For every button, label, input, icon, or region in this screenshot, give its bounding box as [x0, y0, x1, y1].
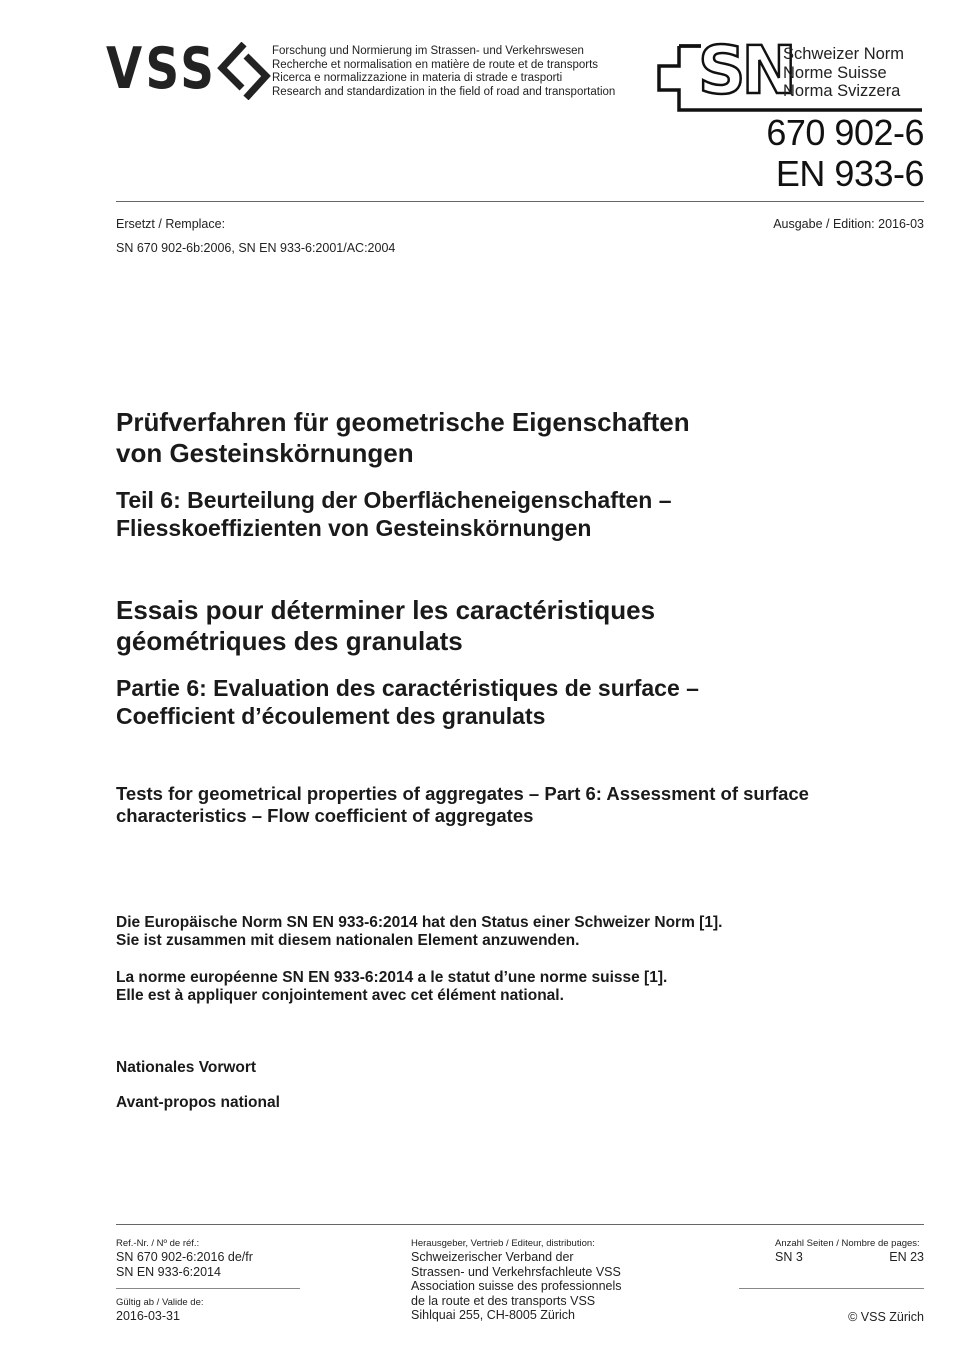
status-de-line: Die Europäische Norm SN EN 933-6:2014 hat den Status einer Schweizer Norm [1]. [116, 914, 723, 931]
footer-ref [116, 1238, 306, 1279]
replaces-label: Ersetzt / Remplace: [116, 217, 226, 231]
title-en-line: characteristics – Flow coefficient of aggregates [116, 805, 534, 826]
header-divider [116, 201, 924, 202]
tagline-en: Research and standardization in the field of road and transportation [272, 85, 616, 98]
status-de-line: Sie ist zusammen mit diesem nationalen Element anzuwenden. [116, 932, 580, 949]
pages-label: Anzahl Seiten / Nombre de pages: [775, 1238, 920, 1249]
valid-value: 2016-03-31 [116, 1309, 180, 1323]
tagline-it: Ricerca e normalizzazione in materia di strade e trasporti [272, 72, 563, 84]
footer-divider [116, 1224, 924, 1225]
footer-pages [775, 1238, 924, 1265]
standard-number-sn: 670 902-6 [766, 112, 924, 153]
pages-en: EN 23 [889, 1250, 924, 1264]
title-fr-part-line: Partie 6: Evaluation des caractéristiques de surface – [116, 675, 699, 701]
title-fr-main-line: Essais pour déterminer les caractéristiques [116, 595, 656, 625]
sn-name-de: Schweizer Norm [783, 45, 905, 63]
vss-chevron-icon [212, 42, 272, 100]
copyright: © VSS Zürich [848, 1310, 924, 1324]
title-fr-part-line: Coefficient d’écoulement des granulats [116, 703, 546, 729]
publisher-line: Association suisse des professionnels [411, 1279, 622, 1293]
status-de [116, 914, 936, 950]
publisher-line: Sihlquai 255, CH-8005 Zürich [411, 1308, 575, 1322]
pages-sn: SN 3 [775, 1250, 803, 1264]
sn-logo-letters [698, 32, 793, 109]
sn-name-it: Norma Svizzera [783, 82, 901, 100]
foreword-fr: Avant-propos national [116, 1094, 280, 1111]
tagline-fr: Recherche et normalisation en matière de route et de transports [272, 58, 599, 71]
title-fr-main [116, 595, 916, 657]
vss-logo [106, 36, 266, 102]
footer-publisher [411, 1238, 711, 1323]
title-de-part-line: Teil 6: Beurteilung der Oberflächeneigenschaften – [116, 487, 672, 513]
sn-names [783, 45, 933, 101]
foreword-de: Nationales Vorwort [116, 1059, 257, 1076]
standard-number-en: EN 933-6 [775, 153, 924, 194]
footer-valid [116, 1297, 306, 1324]
sn-name-fr: Norme Suisse [783, 63, 887, 82]
ref-value: SN 670 902-6:2016 de/fr [116, 1250, 253, 1264]
title-de-part [116, 486, 916, 542]
tagline-de: Forschung und Normierung im Strassen- und Verkehrswesen [272, 45, 584, 57]
title-en [116, 783, 936, 827]
vss-taglines [272, 45, 652, 99]
title-en-line: Tests for geometrical properties of aggregates – Part 6: Assessment of surface [116, 783, 809, 804]
footer-pages-divider [739, 1288, 924, 1289]
title-fr-part [116, 674, 916, 730]
publisher-line: Strassen- und Verkehrsfachleute VSS [411, 1264, 621, 1279]
title-de-main-line: Prüfverfahren für geometrische Eigenschaften [116, 407, 690, 437]
status-fr [116, 969, 936, 1005]
title-de-part-line: Fliesskoeffizienten von Gesteinskörnungen [116, 515, 592, 541]
ref-label: Ref.-Nr. / Nº de réf.: [116, 1238, 200, 1249]
title-fr-main-line: géométriques des granulats [116, 626, 463, 656]
valid-label: Gültig ab / Valide de: [116, 1297, 204, 1308]
replaces-value: SN 670 902-6b:2006, SN EN 933-6:2001/AC:2004 [116, 241, 396, 255]
publisher-line: Schweizerischer Verband der [411, 1250, 574, 1264]
edition: Ausgabe / Edition: 2016-03 [773, 217, 924, 231]
footer-ref-divider [116, 1288, 300, 1289]
status-fr-line: La norme européenne SN EN 933-6:2014 a le statut d’une norme suisse [1]. [116, 969, 668, 986]
status-fr-line: Elle est à appliquer conjointement avec cet élément national. [116, 987, 564, 1004]
ref-value: SN EN 933-6:2014 [116, 1264, 221, 1279]
publisher-label: Herausgeber, Vertrieb / Editeur, distribution: [411, 1238, 595, 1249]
sn-logo-text: SN [698, 32, 793, 109]
title-de-main-line: von Gesteinskörnungen [116, 438, 414, 468]
publisher-line: de la route et des transports VSS [411, 1293, 596, 1308]
vss-logo-text: VSS [106, 36, 218, 102]
title-de-main [116, 407, 916, 469]
